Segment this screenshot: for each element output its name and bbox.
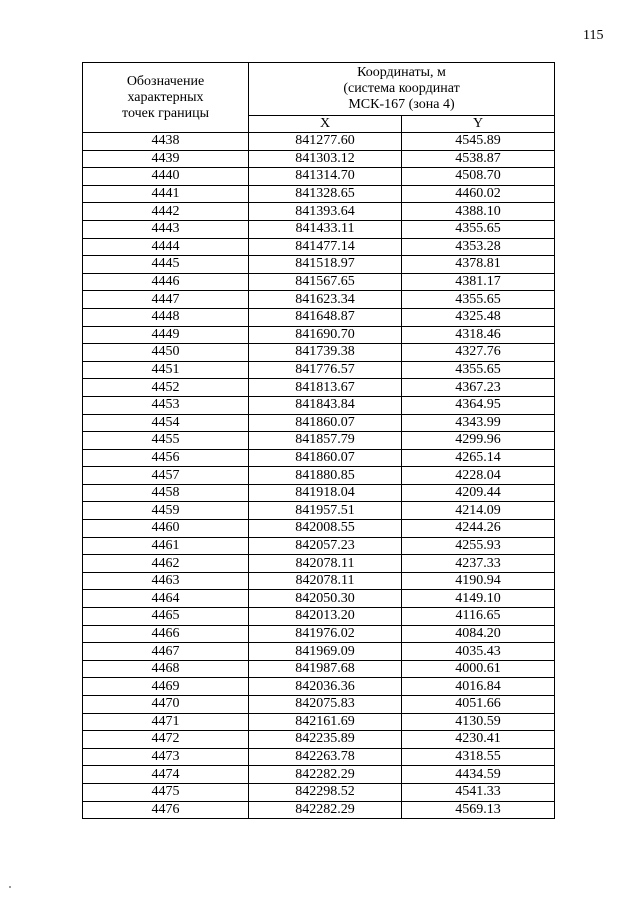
x-coordinate-cell: 841860.07 — [249, 449, 402, 467]
point-designation-header — [83, 63, 249, 133]
table-row — [83, 308, 555, 326]
x-coordinate-cell: 842282.29 — [249, 766, 402, 784]
point-id-cell: 4442 — [83, 203, 249, 221]
x-coordinate-cell: 842057.23 — [249, 537, 402, 555]
table-row — [83, 783, 555, 801]
y-coordinate-cell: 4299.96 — [402, 432, 555, 450]
table-header-row — [83, 63, 555, 116]
table-row — [83, 449, 555, 467]
y-coordinate-cell: 4327.76 — [402, 344, 555, 362]
x-coordinate-cell: 841690.70 — [249, 326, 402, 344]
point-id-cell: 4453 — [83, 396, 249, 414]
point-id-cell: 4440 — [83, 168, 249, 186]
x-coordinate-cell: 841739.38 — [249, 344, 402, 362]
table-row — [83, 660, 555, 678]
table-row — [83, 625, 555, 643]
x-coordinate-cell: 842078.11 — [249, 555, 402, 573]
point-id-cell: 4471 — [83, 713, 249, 731]
table-row — [83, 256, 555, 274]
table-row — [83, 238, 555, 256]
point-id-cell: 4452 — [83, 379, 249, 397]
point-id-cell: 4472 — [83, 731, 249, 749]
point-id-cell: 4475 — [83, 783, 249, 801]
table-row — [83, 678, 555, 696]
coords-header-line-1: Координаты, м — [357, 65, 446, 80]
table-row — [83, 396, 555, 414]
y-coordinate-cell: 4545.89 — [402, 133, 555, 151]
y-coordinate-cell: 4149.10 — [402, 590, 555, 608]
point-id-cell: 4468 — [83, 660, 249, 678]
y-coordinate-cell: 4084.20 — [402, 625, 555, 643]
x-coordinate-cell: 841860.07 — [249, 414, 402, 432]
table-row — [83, 185, 555, 203]
table-row — [83, 766, 555, 784]
table-row — [83, 203, 555, 221]
y-coordinate-cell: 4230.41 — [402, 731, 555, 749]
x-coordinate-cell: 842298.52 — [249, 783, 402, 801]
table-body — [83, 133, 555, 819]
y-coordinate-cell: 4130.59 — [402, 713, 555, 731]
y-coordinate-cell: 4508.70 — [402, 168, 555, 186]
table-row — [83, 555, 555, 573]
point-id-cell: 4441 — [83, 185, 249, 203]
y-coordinate-cell: 4237.33 — [402, 555, 555, 573]
y-coordinate-cell: 4378.81 — [402, 256, 555, 274]
y-coordinate-cell: 4051.66 — [402, 696, 555, 714]
point-header-line-3: точек границы — [122, 105, 209, 121]
point-id-cell: 4476 — [83, 801, 249, 819]
y-coordinate-cell: 4016.84 — [402, 678, 555, 696]
x-coordinate-cell: 841567.65 — [249, 273, 402, 291]
point-id-cell: 4463 — [83, 572, 249, 590]
x-coordinate-cell: 842161.69 — [249, 713, 402, 731]
point-id-cell: 4466 — [83, 625, 249, 643]
coordinates-table — [82, 62, 555, 819]
y-column-header: Y — [402, 116, 555, 133]
table-row — [83, 608, 555, 626]
point-id-cell: 4448 — [83, 308, 249, 326]
point-id-cell: 4443 — [83, 220, 249, 238]
point-id-cell: 4451 — [83, 361, 249, 379]
y-coordinate-cell: 4460.02 — [402, 185, 555, 203]
point-id-cell: 4470 — [83, 696, 249, 714]
table-row — [83, 731, 555, 749]
point-id-cell: 4464 — [83, 590, 249, 608]
y-coordinate-cell: 4116.65 — [402, 608, 555, 626]
x-coordinate-cell: 841957.51 — [249, 502, 402, 520]
point-id-cell: 4473 — [83, 748, 249, 766]
y-coordinate-cell: 4388.10 — [402, 203, 555, 221]
y-coordinate-cell: 4353.28 — [402, 238, 555, 256]
x-coordinate-cell: 841277.60 — [249, 133, 402, 151]
x-coordinate-cell: 841314.70 — [249, 168, 402, 186]
y-coordinate-cell: 4190.94 — [402, 572, 555, 590]
x-coordinate-cell: 841843.84 — [249, 396, 402, 414]
point-id-cell: 4461 — [83, 537, 249, 555]
y-coordinate-cell: 4318.55 — [402, 748, 555, 766]
page-number: 115 — [583, 28, 604, 43]
table-row — [83, 220, 555, 238]
y-coordinate-cell: 4355.65 — [402, 220, 555, 238]
y-coordinate-cell: 4325.48 — [402, 308, 555, 326]
y-coordinate-cell: 4035.43 — [402, 643, 555, 661]
table-row — [83, 801, 555, 819]
point-header-line-1: Обозначение — [126, 73, 205, 89]
x-coordinate-cell: 842282.29 — [249, 801, 402, 819]
table-row — [83, 520, 555, 538]
x-coordinate-cell: 841969.09 — [249, 643, 402, 661]
y-coordinate-cell: 4000.61 — [402, 660, 555, 678]
x-coordinate-cell: 841987.68 — [249, 660, 402, 678]
point-id-cell: 4449 — [83, 326, 249, 344]
x-coordinate-cell: 841776.57 — [249, 361, 402, 379]
point-id-cell: 4467 — [83, 643, 249, 661]
x-coordinate-cell: 841813.67 — [249, 379, 402, 397]
x-coordinate-cell: 841328.65 — [249, 185, 402, 203]
x-coordinate-cell: 842050.30 — [249, 590, 402, 608]
table-row — [83, 344, 555, 362]
table-row — [83, 572, 555, 590]
x-coordinate-cell: 841880.85 — [249, 467, 402, 485]
table-row — [83, 590, 555, 608]
point-id-cell: 4460 — [83, 520, 249, 538]
y-coordinate-cell: 4343.99 — [402, 414, 555, 432]
x-coordinate-cell: 841477.14 — [249, 238, 402, 256]
y-coordinate-cell: 4244.26 — [402, 520, 555, 538]
x-coordinate-cell: 841518.97 — [249, 256, 402, 274]
point-id-cell: 4438 — [83, 133, 249, 151]
x-coordinate-cell: 841976.02 — [249, 625, 402, 643]
x-coordinate-cell: 842013.20 — [249, 608, 402, 626]
point-id-cell: 4465 — [83, 608, 249, 626]
table-row — [83, 748, 555, 766]
x-coordinate-cell: 842235.89 — [249, 731, 402, 749]
scan-speck — [9, 886, 11, 888]
point-id-cell: 4456 — [83, 449, 249, 467]
y-coordinate-cell: 4434.59 — [402, 766, 555, 784]
point-id-cell: 4458 — [83, 484, 249, 502]
y-coordinate-cell: 4355.65 — [402, 291, 555, 309]
point-id-cell: 4444 — [83, 238, 249, 256]
point-id-cell: 4474 — [83, 766, 249, 784]
x-coordinate-cell: 841623.34 — [249, 291, 402, 309]
table-row — [83, 291, 555, 309]
y-coordinate-cell: 4364.95 — [402, 396, 555, 414]
y-coordinate-cell: 4569.13 — [402, 801, 555, 819]
x-coordinate-cell: 842008.55 — [249, 520, 402, 538]
point-id-cell: 4450 — [83, 344, 249, 362]
coords-header-line-2: (система координат — [343, 81, 460, 96]
y-coordinate-cell: 4318.46 — [402, 326, 555, 344]
point-id-cell: 4469 — [83, 678, 249, 696]
x-coordinate-cell: 842036.36 — [249, 678, 402, 696]
table-row — [83, 484, 555, 502]
point-header-line-2: характерных — [127, 89, 204, 105]
table-row — [83, 414, 555, 432]
coordinates-header — [249, 63, 555, 116]
x-coordinate-cell: 841393.64 — [249, 203, 402, 221]
table-row — [83, 168, 555, 186]
table-row — [83, 273, 555, 291]
y-coordinate-cell: 4367.23 — [402, 379, 555, 397]
x-coordinate-cell: 841648.87 — [249, 308, 402, 326]
point-id-cell: 4447 — [83, 291, 249, 309]
point-id-cell: 4454 — [83, 414, 249, 432]
table-row — [83, 150, 555, 168]
y-coordinate-cell: 4209.44 — [402, 484, 555, 502]
x-coordinate-cell: 842075.83 — [249, 696, 402, 714]
coords-header-line-3: МСК-167 (зона 4) — [348, 97, 455, 112]
y-coordinate-cell: 4255.93 — [402, 537, 555, 555]
y-coordinate-cell: 4538.87 — [402, 150, 555, 168]
table-row — [83, 713, 555, 731]
x-coordinate-cell: 841918.04 — [249, 484, 402, 502]
table-row — [83, 467, 555, 485]
point-id-cell: 4446 — [83, 273, 249, 291]
point-id-cell: 4455 — [83, 432, 249, 450]
x-coordinate-cell: 841857.79 — [249, 432, 402, 450]
x-coordinate-cell: 841303.12 — [249, 150, 402, 168]
table-row — [83, 537, 555, 555]
y-coordinate-cell: 4355.65 — [402, 361, 555, 379]
table-row — [83, 379, 555, 397]
table-row — [83, 432, 555, 450]
y-coordinate-cell: 4381.17 — [402, 273, 555, 291]
point-id-cell: 4457 — [83, 467, 249, 485]
table-row — [83, 361, 555, 379]
table-row — [83, 643, 555, 661]
point-id-cell: 4439 — [83, 150, 249, 168]
x-coordinate-cell: 842078.11 — [249, 572, 402, 590]
point-id-cell: 4445 — [83, 256, 249, 274]
y-coordinate-cell: 4214.09 — [402, 502, 555, 520]
y-coordinate-cell: 4228.04 — [402, 467, 555, 485]
x-coordinate-cell: 841433.11 — [249, 220, 402, 238]
point-id-cell: 4462 — [83, 555, 249, 573]
table-row — [83, 326, 555, 344]
y-coordinate-cell: 4541.33 — [402, 783, 555, 801]
point-id-cell: 4459 — [83, 502, 249, 520]
x-column-header: X — [249, 116, 402, 133]
x-coordinate-cell: 842263.78 — [249, 748, 402, 766]
y-coordinate-cell: 4265.14 — [402, 449, 555, 467]
table-row — [83, 502, 555, 520]
table-row — [83, 696, 555, 714]
table-row — [83, 133, 555, 151]
